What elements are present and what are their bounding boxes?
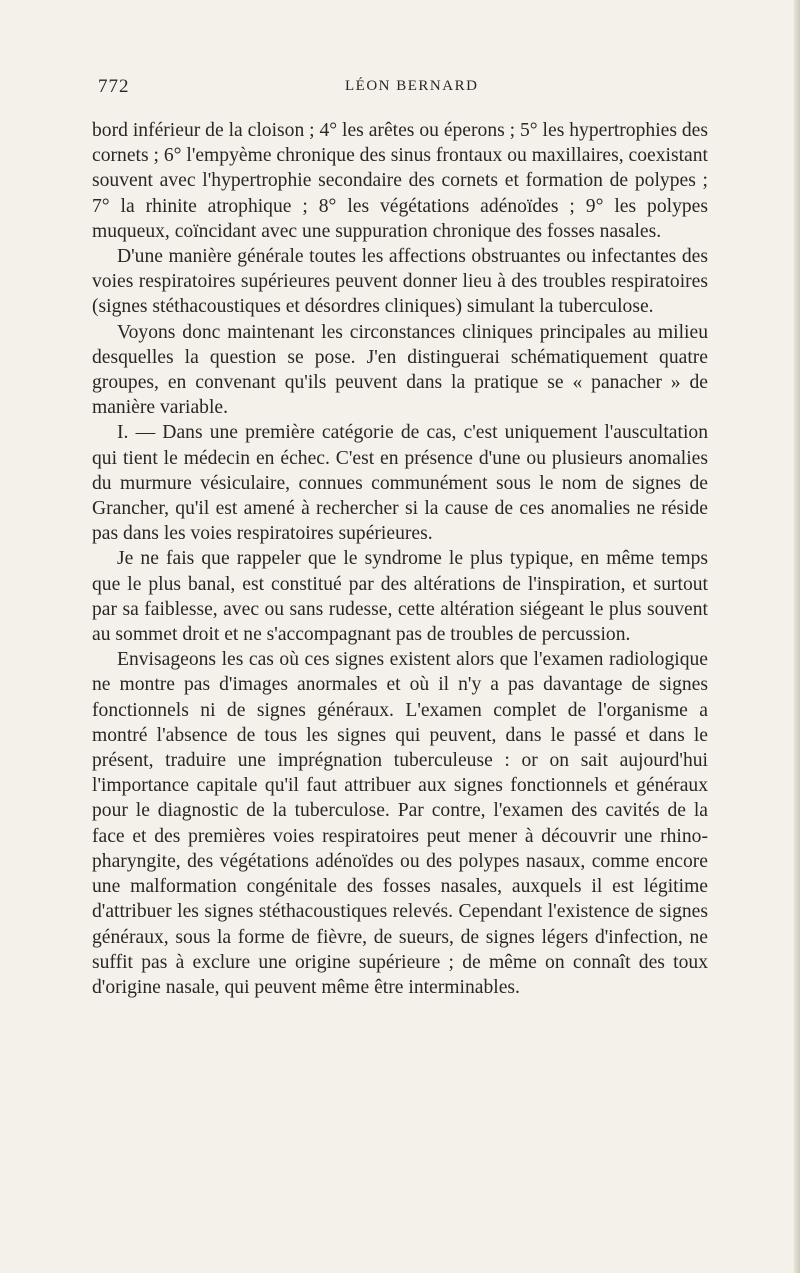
paragraph: D'une manière générale toutes les affections obstruantes ou infectantes des voies respiratoires supérieures peuvent donner lieu à des troubles respiratoires (signes stéthacoustiques et désordres cliniques) simulant la tuberculose. [92, 246, 708, 318]
page-header [90, 76, 710, 100]
running-head: LÉON BERNARD [345, 78, 479, 94]
paragraph: Je ne fais que rappeler que le syndrome le plus typique, en même temps que le plus banal, est constitué par des altérations de l'inspiration, et surtout par sa faiblesse, avec ou sans rudesse, cette altération siégeant le plus souvent au sommet droit et ne s'accompagnant pas de troubles de percussion. [92, 548, 708, 646]
page-edge-shadow [794, 0, 800, 1273]
paragraph: Envisageons les cas où ces signes existent alors que l'examen radiologique ne montre pas d'images anormales et où il n'y a pas davantage de signes fonctionnels ni de signes généraux. L'examen complet de l'organisme a montré l'absence de tous les signes qui peuvent, dans le passé et dans le présent, traduire une imprégnation tuberculeuse : or on sait aujourd'hui l'importance capitale qu'il faut attribuer aux signes fonctionnels et généraux pour le diagnostic de la tuberculose. Par contre, l'examen des cavités de la face et des premières voies respiratoires peut mener à découvrir une rhino-pharyngite, des végétations adénoïdes ou des polypes nasaux, comme encore une malformation congénitale des fosses nasales, auxquels il est légitime d'attribuer les signes stéthacoustiques relevés. Cependant l'existence de signes généraux, sous la forme de fièvre, de sueurs, de signes légers d'infection, ne suffit pas à exclure une origine supérieure ; de même on connaît des toux d'origine nasale, qui peuvent même être interminables. [92, 649, 708, 998]
body-text [92, 118, 708, 1000]
paragraph: I. — Dans une première catégorie de cas, c'est uniquement l'auscultation qui tient le médecin en échec. C'est en présence d'une ou plusieurs anomalies du murmure vésiculaire, connues communément sous le nom de signes de Grancher, qu'il est amené à rechercher si la cause de ces anomalies ne réside pas dans les voies respiratoires supérieures. [92, 422, 708, 545]
paragraph-continuation: bord inférieur de la cloison ; 4° les arêtes ou éperons ; 5° les hypertrophies des cornets ; 6° l'empyème chronique des sinus frontaux ou maxillaires, coexistant souvent avec l'hypertrophie secondaire des cornets et formation de polypes ; 7° la rhinite atrophique ; 8° les végétations adénoïdes ; 9° les polypes muqueux, coïncidant avec une suppuration chronique des fosses nasales. [92, 120, 708, 242]
page-number: 772 [98, 76, 130, 97]
paragraph: Voyons donc maintenant les circonstances cliniques principales au milieu desquelles la question se pose. J'en distinguerai schématiquement quatre groupes, en convenant qu'ils peuvent dans la pratique se « panacher » de manière variable. [92, 321, 708, 419]
